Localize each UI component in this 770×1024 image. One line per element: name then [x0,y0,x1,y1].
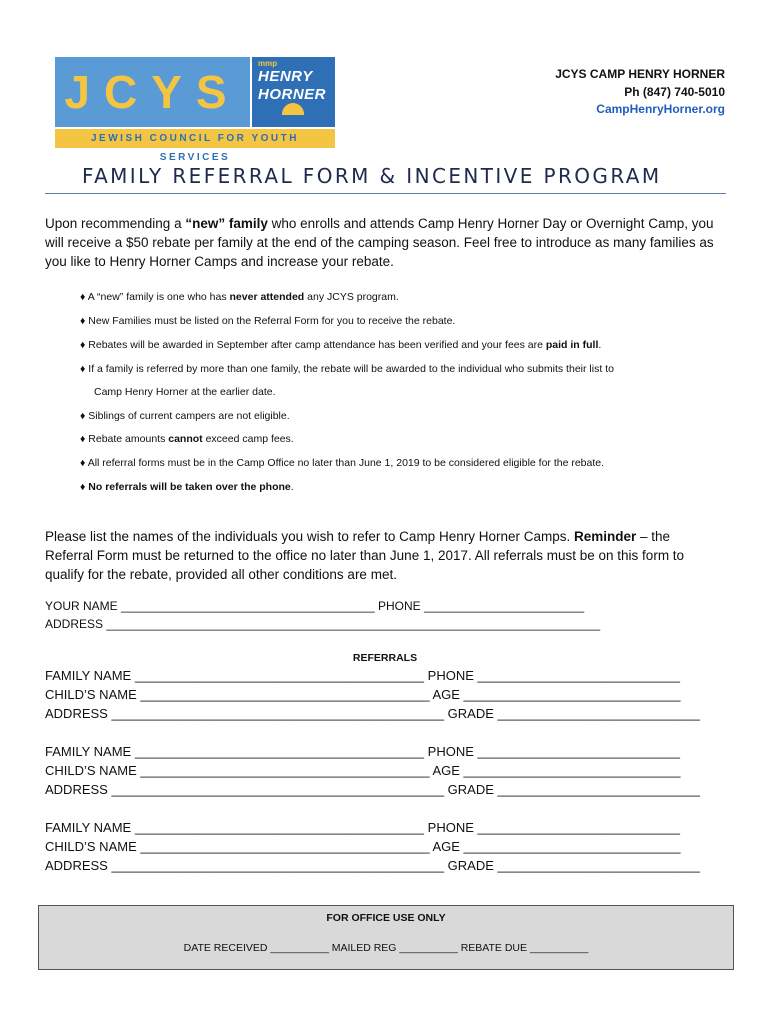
intro-paragraph [45,214,730,271]
reminder-paragraph: Please list the names of the individuals you wish to refer to Camp Henry Horner Camps. Reminder – the Referral Form must be returned to the office no later than June 1, 2017. All referrals must be on this form to qualify for the rebate, provided all other conditions are met. [45,529,685,582]
referral-2-childs-name-field[interactable]: CHILD’S NAME ________________________________________ AGE ______________________________ [45,763,681,778]
referral-2-address-field[interactable]: ADDRESS ______________________________________________ GRADE ____________________________ [45,782,700,797]
office-use-fields[interactable]: DATE RECEIVED __________ MAILED REG __________ REBATE DUE __________ [183,942,589,954]
intro-text-1: Upon recommending a [45,216,186,231]
bullet-item-continued: Camp Henry Horner at the earlier date. [94,386,276,398]
bullet-item: ♦ Siblings of current campers are not eligible. [80,410,290,422]
intro-bold: “new” family [185,216,268,231]
bullet-item: ♦ A “new” family is one who has never attended any JCYS program. [80,291,399,303]
logo-mmp: mmp [258,59,278,68]
logo-strip: JEWISH COUNCIL FOR YOUTH SERVICES [55,129,335,148]
page-title: FAMILY REFERRAL FORM & INCENTIVE PROGRAM [82,164,662,188]
intro-text-2: who enrolls and attends Camp Henry Horner Day or Overnight Camp, you will receive a $50 rebate per family at the end of the camping season. Feel free to introduce as many families as you like to Henry Horner Camps and increase your rebate. [45,216,714,269]
logo-henry: HENRY [258,68,313,85]
referral-1-address-field[interactable]: ADDRESS ______________________________________________ GRADE ____________________________ [45,706,700,721]
org-name: JCYS CAMP HENRY HORNER [555,67,725,81]
logo-sun-icon [282,103,304,115]
your-name-field[interactable]: YOUR NAME ______________________________________ PHONE ________________________ [45,599,585,613]
logo-jcys-block [55,57,250,127]
jcys-logo [55,57,335,163]
your-address-field[interactable]: ADDRESS __________________________________________________________________________ [45,617,601,631]
referral-3-address-field[interactable]: ADDRESS ______________________________________________ GRADE ____________________________ [45,858,700,873]
bullet-item: ♦ No referrals will be taken over the phone. [80,481,294,493]
referral-1-childs-name-field[interactable]: CHILD’S NAME ________________________________________ AGE ______________________________ [45,687,681,702]
bullet-item: ♦ Rebate amounts cannot exceed camp fees. [80,433,294,445]
referrals-heading: REFERRALS [352,652,418,664]
bullet-item: ♦ If a family is referred by more than one family, the rebate will be awarded to the individual who submits their list to [80,363,614,375]
logo-henry-horner-block [252,57,335,127]
bullet-item: ♦ Rebates will be awarded in September after camp attendance has been verified and your fees are paid in full. [80,339,602,351]
office-use-title: FOR OFFICE USE ONLY [326,912,446,924]
referral-2-family-name-field[interactable]: FAMILY NAME ________________________________________ PHONE ____________________________ [45,744,680,759]
referral-3-family-name-field[interactable]: FAMILY NAME ________________________________________ PHONE ____________________________ [45,820,680,835]
office-use-box [38,905,734,970]
referral-3-childs-name-field[interactable]: CHILD’S NAME ________________________________________ AGE ______________________________ [45,839,681,854]
referral-1-family-name-field[interactable]: FAMILY NAME ________________________________________ PHONE ____________________________ [45,668,680,683]
title-divider [45,193,726,194]
bullet-item: ♦ New Families must be listed on the Referral Form for you to receive the rebate. [80,315,456,327]
bullet-item: ♦ All referral forms must be in the Camp Office no later than June 1, 2019 to be considered eligible for the rebate. [80,457,605,469]
logo-horner: HORNER [258,86,327,103]
logo-letters: JCYS [64,66,241,118]
org-website-link[interactable]: CampHenryHorner.org [596,102,725,116]
org-phone: Ph (847) 740-5010 [624,85,725,99]
